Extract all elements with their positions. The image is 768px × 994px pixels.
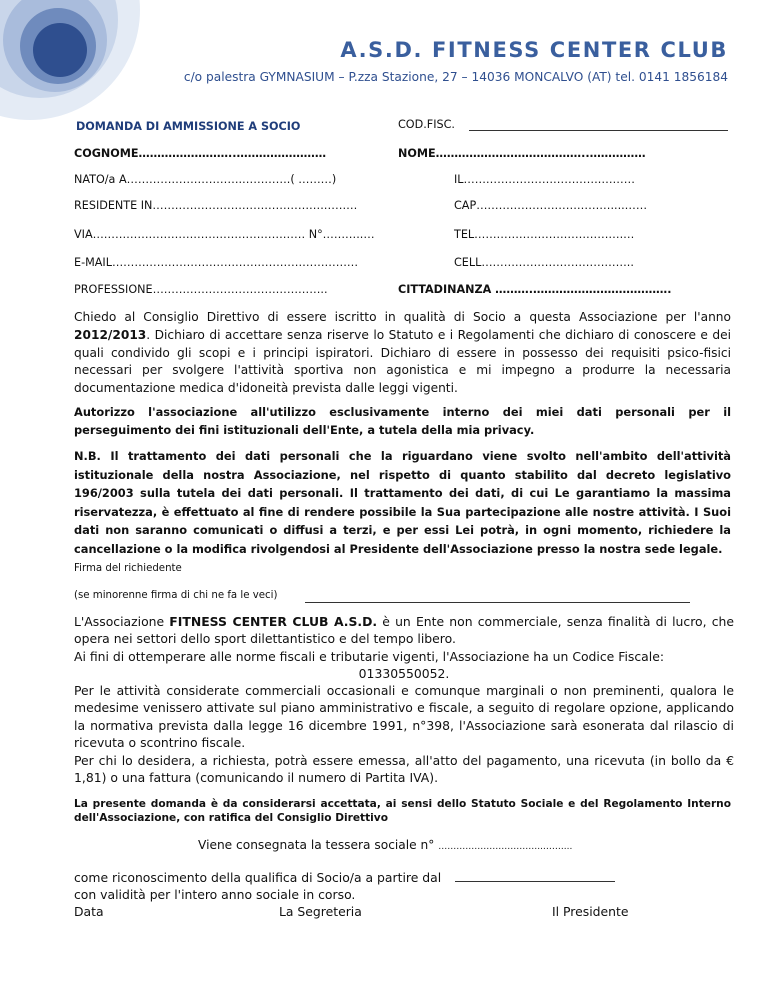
residente-field: RESIDENTE IN……………………………………….……… — [74, 199, 358, 212]
form-title: DOMANDA DI AMMISSIONE A SOCIO — [76, 120, 301, 133]
cap-field: CAP………………………………....…… — [454, 199, 648, 212]
codfisc-label: COD.FISC. — [398, 118, 455, 131]
club-title: A.S.D. FITNESS CENTER CLUB — [340, 38, 728, 62]
privacy-statement: Autorizzo l'associazione all'utilizzo esclusivamente interno dei miei dati personali per il perseguimento dei fini istituzionali dell'Ente, a tutela della mia privacy. — [74, 405, 731, 437]
ricevuta-paragraph: Per chi lo desidera, a richiesta, potrà essere emessa, all'atto del pagamento, una ricevuta (in bollo da € 1,81) o una fattura (comunicando il numero di Partita IVA). — [74, 753, 734, 786]
il-field: IL……………………………….……… — [454, 173, 635, 186]
firma-richiedente: Firma del richiedente — [74, 563, 182, 574]
cittadinanza-field: CITTADINANZA ……….………………………………. — [398, 283, 672, 296]
ammissione-paragraph: Chiedo al Consiglio Direttivo di essere iscritto in qualità di Socio a questa Associazione per l'anno 2012/2013. Dichiaro di accettare senza riserve lo Statuto e i Regolamenti che dichiaro di conoscere e dei quali condivido gli scopi e i principi ispiratori. Dichiaro di essere in possesso dei requisiti psico-fisici necessari per svolgere l'attività sportiva non agonistica e mi impegno a produrre la necessaria documentazione medica d'idoneità prevista dalle leggi vigenti. — [74, 310, 731, 396]
codfisc-line — [469, 130, 728, 131]
nome-field: NOME…………………………………..…………… — [398, 147, 646, 160]
cell-field: CELL………………………………….. — [454, 256, 634, 269]
codice-fiscale-value: 01330550052. — [358, 666, 450, 681]
club-address: c/o palestra GYMNASIUM – P.zza Stazione, 27 – 14036 MONCALVO (AT) tel. 0141 1856184 — [183, 70, 728, 84]
riconoscimento-text: come riconoscimento della qualifica di Socio/a a partire dal — [74, 870, 442, 885]
validita-text: con validità per l'intero anno sociale in corso. — [74, 887, 356, 902]
professione-field: PROFESSIONE……………………………………….. — [74, 283, 328, 296]
accettata-statement: La presente domanda è da considerarsi accettata, ai sensi dello Statuto Sociale e del Regolamento Interno dell'Associazione, con ratifica del Consiglio Direttivo — [74, 798, 731, 824]
tessera-line: Viene consegnata la tessera sociale n° ……………………………..…….... — [198, 838, 573, 852]
email-field: E-MAIL………………………………………………………… — [74, 256, 359, 269]
cognome-field: COGNOME……………………..…………………… — [74, 147, 327, 160]
firma-minorenne: (se minorenne firma di chi ne fa le veci) — [74, 590, 278, 601]
riconoscimento-line — [455, 881, 615, 882]
codice-fiscale-text: Ai fini di ottemperare alle norme fiscali e tributarie vigenti, l'Associazione ha un Codice Fiscale: — [74, 649, 665, 664]
nato-field: NATO/a A………………………….………….( ………) — [74, 173, 337, 186]
footer-presidente: Il Presidente — [552, 904, 629, 919]
commerciali-paragraph: Per le attività considerate commerciali occasionali e comunque marginali o non preminenti, qualora le medesime venissero attivate sul piano amministrativo e fiscale, a seguito di regolare opzione, applicando la normativa prevista dalla legge 16 dicembre 1991, n°398, l'Associazione sarà esonerata dal rilascio di ricevuta o scontrino fiscale. — [74, 683, 734, 751]
nb-statement: N.B. Il trattamento dei dati personali che la riguardano viene svolto nell'ambito dell'attività istituzionale della nostra Associazione, nel rispetto di quanto stabilito dal decreto legislativo 196/2003 sulla tutela dei dati personali. Il trattamento dei dati, di cui Le garantiamo la massima riservatezza, è effettuato al fine di rendere possibile la Sua partecipazione alle nostre attività. I Suoi dati non saranno comunicati o diffusi a terzi, e per essi Lei potrà, in ogni momento, richiedere la cancellazione o la modifica rivolgendosi al Presidente dell'Associazione presso la nostra sede legale. — [74, 449, 731, 556]
via-field: VIA………………………………………………… N°………..… — [74, 228, 375, 241]
tel-field: TEL………………………………….… — [454, 228, 635, 241]
footer-segreteria: La Segreteria — [279, 904, 362, 919]
footer-data: Data — [74, 904, 104, 919]
association-paragraph: L'Associazione FITNESS CENTER CLUB A.S.D. è un Ente non commerciale, senza finalità di lucro, che opera nei settori dello sport dilettantistico e del tempo libero. — [74, 614, 734, 647]
firma-line — [305, 602, 690, 603]
